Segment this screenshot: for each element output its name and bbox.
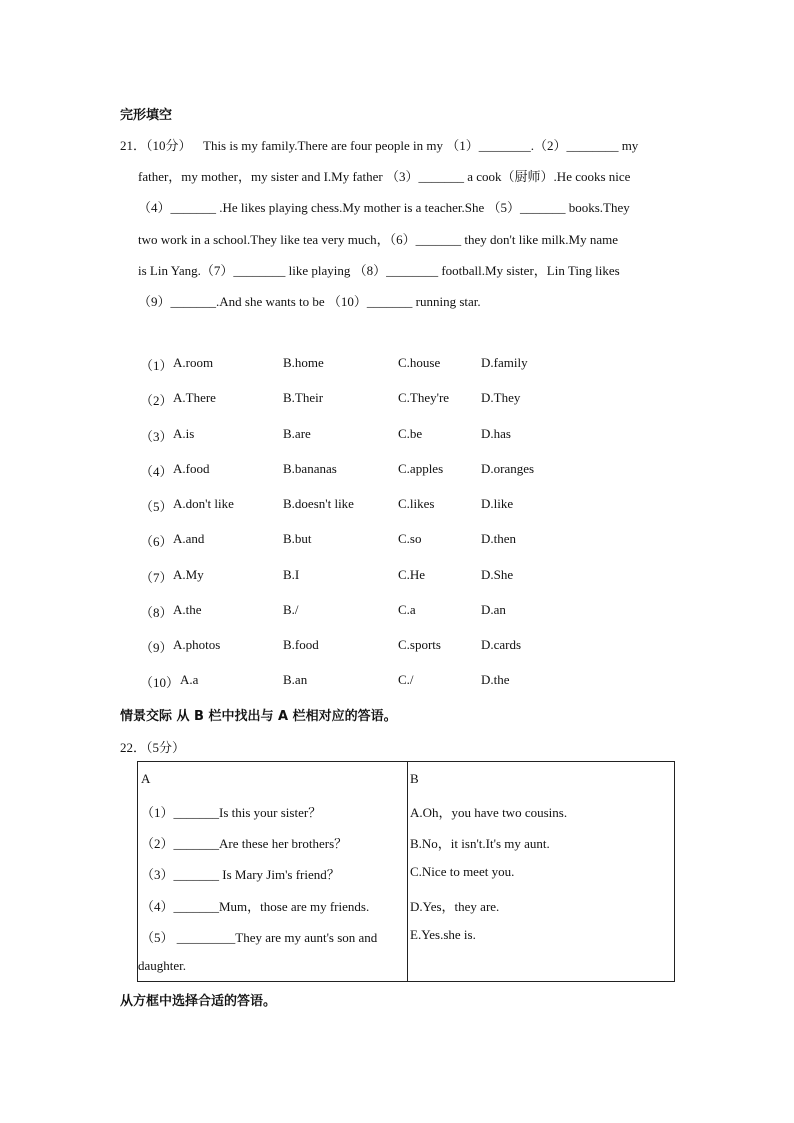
option-c[interactable]: C.a — [398, 602, 416, 617]
option-b[interactable]: B.are — [283, 426, 311, 441]
question-21-header: 21．（10分） — [120, 138, 192, 153]
passage-line: （4）_______ .He likes playing chess.My mother is a teacher.She （5）_______ books.They — [138, 200, 630, 215]
option-b[interactable]: B.I — [283, 567, 300, 582]
option-a[interactable]: A.food — [173, 461, 210, 476]
column-b-item: C.Nice to meet you. — [410, 864, 515, 879]
option-number: （9） — [140, 640, 173, 655]
column-b-item: A.Oh，you have two cousins. — [410, 805, 568, 820]
option-d[interactable]: D.an — [481, 602, 506, 617]
section-title-choose: 从方框中选择合适的答语。 — [120, 994, 277, 1009]
option-a[interactable]: A.and — [173, 531, 205, 546]
column-b-label: B — [410, 771, 419, 786]
option-b[interactable]: B.food — [283, 637, 319, 652]
option-c[interactable]: C./ — [398, 672, 414, 687]
option-number: （4） — [140, 464, 173, 479]
column-a-item: （4）_______Mum，those are my friends. — [141, 899, 370, 914]
column-a-label: A — [141, 771, 151, 786]
option-b[interactable]: B.an — [283, 672, 308, 687]
column-a-item: （1）_______Is this your sister？ — [141, 805, 322, 820]
option-number: （10） — [140, 675, 180, 690]
option-c[interactable]: C.He — [398, 567, 426, 582]
option-a[interactable]: A.photos — [173, 637, 221, 652]
option-d[interactable]: D.then — [481, 531, 517, 546]
option-b[interactable]: B.but — [283, 531, 312, 546]
column-a-item: （5） _________They are my aunt's son and — [141, 930, 378, 945]
passage-line: two work in a school.They like tea very much，（6）_______ they don't like milk.My name — [138, 232, 619, 247]
passage-line: is Lin Yang.（7）________ like playing （8）________ football.My sister，Lin Ting likes — [138, 263, 620, 278]
option-number: （1） — [140, 358, 173, 373]
option-c[interactable]: C.apples — [398, 461, 444, 476]
option-a[interactable]: A.the — [173, 602, 202, 617]
option-a[interactable]: A.My — [173, 567, 204, 582]
option-number: （5） — [140, 499, 173, 514]
column-a — [138, 762, 408, 982]
option-number: （2） — [140, 393, 173, 408]
option-c[interactable]: C.so — [398, 531, 422, 546]
option-a[interactable]: A.a — [180, 672, 199, 687]
passage-line: This is my family.There are four people in my （1）________.（2）________ my — [203, 138, 639, 153]
option-number: （8） — [140, 605, 173, 620]
option-number: （7） — [140, 570, 173, 585]
section-title-dialogue: 情景交际 从 B 栏中找出与 A 栏相对应的答语。 — [120, 709, 397, 724]
option-b[interactable]: B.doesn't like — [283, 496, 354, 511]
option-a[interactable]: A.don't like — [173, 496, 234, 511]
passage-line: father，my mother，my sister and I.My father （3）_______ a cook（厨师）.He cooks nice — [138, 169, 631, 184]
column-a-item: daughter. — [138, 958, 187, 973]
option-number: （6） — [140, 534, 173, 549]
column-b-item: B.No，it isn't.It's my aunt. — [410, 836, 550, 851]
option-d[interactable]: D.cards — [481, 637, 522, 652]
option-c[interactable]: C.house — [398, 355, 441, 370]
option-d[interactable]: D.has — [481, 426, 511, 441]
option-b[interactable]: B./ — [283, 602, 299, 617]
passage-line: （9）_______.And she wants to be （10）_______ running star. — [138, 294, 481, 309]
column-a-item: （3）_______ Is Mary Jim's friend？ — [141, 867, 340, 882]
option-c[interactable]: C.be — [398, 426, 423, 441]
column-a-item: （2）_______Are these her brothers？ — [141, 836, 348, 851]
option-d[interactable]: D.the — [481, 672, 510, 687]
column-b-item: D.Yes，they are. — [410, 899, 500, 914]
matching-table — [137, 761, 675, 982]
option-b[interactable]: B.Their — [283, 390, 324, 405]
option-d[interactable]: D.They — [481, 390, 521, 405]
column-b — [408, 762, 675, 982]
question-22-header: 22．（5分） — [120, 740, 186, 755]
option-d[interactable]: D.oranges — [481, 461, 535, 476]
option-b[interactable]: B.home — [283, 355, 324, 370]
option-d[interactable]: D.like — [481, 496, 514, 511]
option-c[interactable]: C.sports — [398, 637, 441, 652]
option-a[interactable]: A.There — [173, 390, 216, 405]
option-d[interactable]: D.She — [481, 567, 514, 582]
option-a[interactable]: A.room — [173, 355, 214, 370]
option-c[interactable]: C.likes — [398, 496, 435, 511]
column-b-item: E.Yes.she is. — [410, 927, 476, 942]
option-d[interactable]: D.family — [481, 355, 528, 370]
section-title-cloze: 完形填空 — [120, 108, 173, 123]
option-a[interactable]: A.is — [173, 426, 195, 441]
option-c[interactable]: C.They're — [398, 390, 450, 405]
option-number: （3） — [140, 429, 173, 444]
option-b[interactable]: B.bananas — [283, 461, 337, 476]
